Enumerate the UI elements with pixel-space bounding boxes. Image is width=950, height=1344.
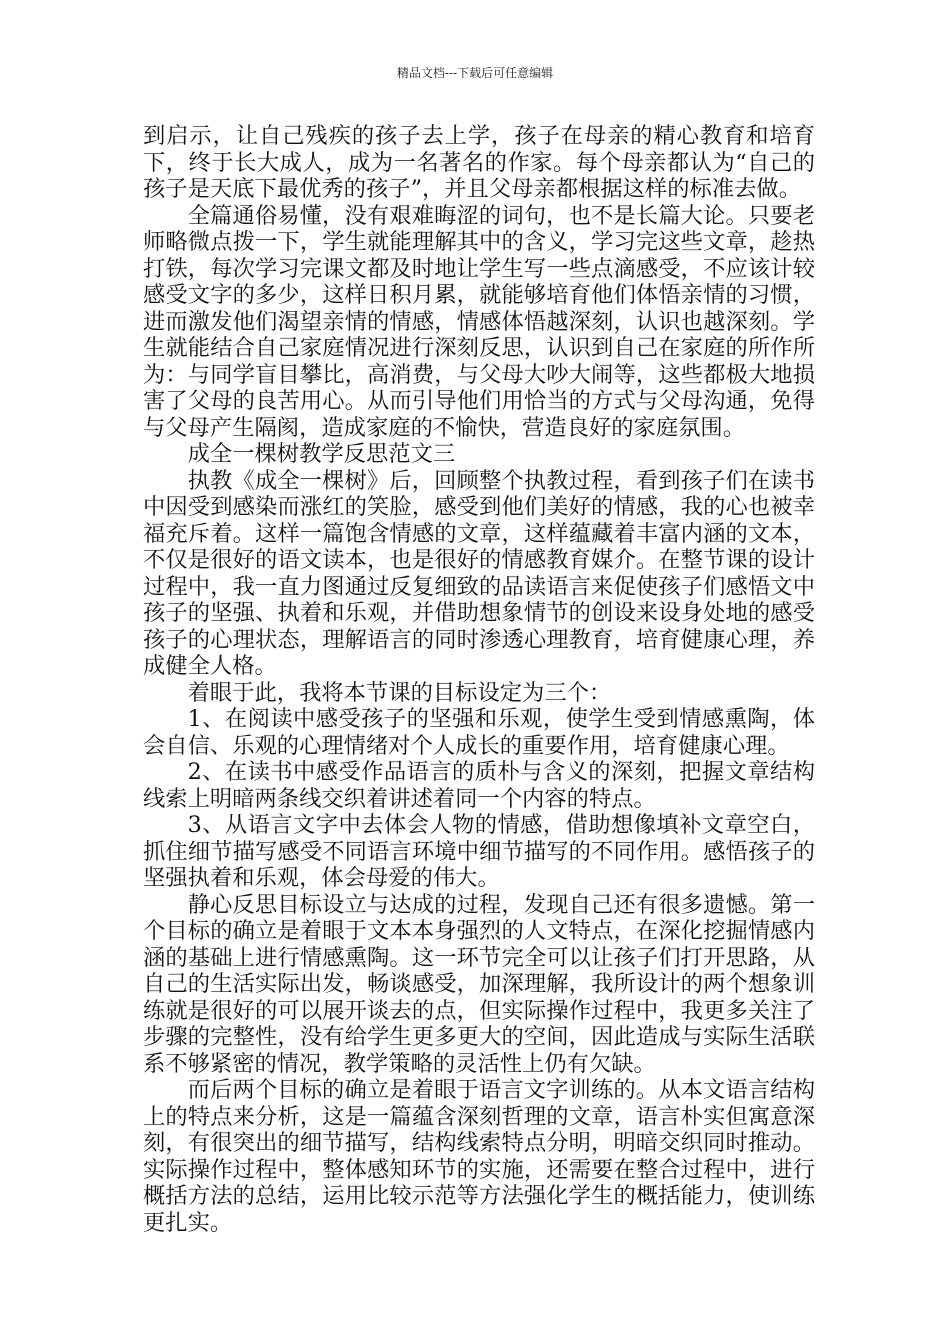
- document-body: [143, 123, 815, 1236]
- paragraph: 着眼于此，我将本节课的目标设定为三个：: [187, 679, 612, 706]
- paragraph: 全篇通俗易懂，没有艰难晦涩的词句，也不是长篇大论。只要老师略微点拨一下，学生就能理解其中的含义，学习完这些文章，趁热打铁，每次学习完课文都及时地让学生写一些点滴感受，不应该计较感受文字的多少，这样日积月累，就能够培育他们体悟亲情的习惯，进而激发他们渴望亲情的情感，情感体悟越深刻，认识也越深刻。学生就能结合自己家庭情况进行深刻反思，认识到自己在家庭的所作所为：与同学盲目攀比，高消费，与父母大吵大闹等，这些都极大地损害了父母的良苦用心。从而引导他们用恰当的方式与父母沟通，免得与父母产生隔阂，造成家庭的不愉快，营造良好的家庭氛围。: [143, 202, 815, 441]
- section-title: 成全一棵树教学反思范文三: [187, 441, 456, 467]
- paragraph-continuation: 到启示，让自己残疾的孩子去上学，孩子在母亲的精心教育和培育下，终于长大成人，成为一名著名的作家。每个母亲都认为“自己的孩子是天底下最优秀的孩子”，并且父母亲都根据这样的标准去做。: [143, 123, 815, 202]
- list-item-goal-3: 3、从语言文字中去体会人物的情感，借助想像填补文章空白，抓住细节描写感受不同语言环境中细节描写的不同作用。感悟孩子的坚强执着和乐观，体会母爱的伟大。: [143, 812, 815, 891]
- paragraph: 而后两个目标的确立是着眼于语言文字训练的。从本文语言结构上的特点来分析，这是一篇蕴含深刻哲理的文章，语言朴实但寓意深刻，有很突出的细节描写，结构线索特点分明，明暗交织同时推动。实际操作过程中，整体感知环节的实施，还需要在整合过程中，进行概括方法的总结，运用比较示范等方法强化学生的概括能力，使训练更扎实。: [143, 1077, 815, 1236]
- page-header: 精品文档---下载后可任意编辑: [396, 66, 554, 80]
- list-item-goal-2: 2、在读书中感受作品语言的质朴与含义的深刻，把握文章结构线索上明暗两条线交织着讲述着同一个内容的特点。: [143, 759, 815, 812]
- paragraph: 执教《成全一棵树》后，回顾整个执教过程，看到孩子们在读书中因受到感染而涨红的笑脸，感受到他们美好的情感，我的心也被幸福充斥着。这样一篇饱含情感的文章，这样蕴藏着丰富内涵的文本，不仅是很好的语文读本，也是很好的情感教育媒介。在整节课的设计过程中，我一直力图通过反复细致的品读语言来促使孩子们感悟文中孩子的坚强、执着和乐观，并借助想象情节的创设来设身处地的感受孩子的心理状态，理解语言的同时渗透心理教育，培育健康心理，养成健全人格。: [143, 467, 815, 679]
- paragraph: 静心反思目标设立与达成的过程，发现自己还有很多遗憾。第一个目标的确立是着眼于文本本身强烈的人文特点，在深化挖掘情感内涵的基础上进行情感熏陶。这一环节完全可以让孩子们打开思路，从自己的生活实际出发，畅谈感受，加深理解，我所设计的两个想象训练就是很好的可以展开谈去的点，但实际操作过程中，我更多关注了步骤的完整性，没有给学生更多更大的空间，因此造成与实际生活联系不够紧密的情况，教学策略的灵活性上仍有欠缺。: [143, 891, 815, 1077]
- list-item-goal-1: 1、在阅读中感受孩子的坚强和乐观，使学生受到情感熏陶，体会自信、乐观的心理情绪对个人成长的重要作用，培育健康心理。: [143, 706, 815, 759]
